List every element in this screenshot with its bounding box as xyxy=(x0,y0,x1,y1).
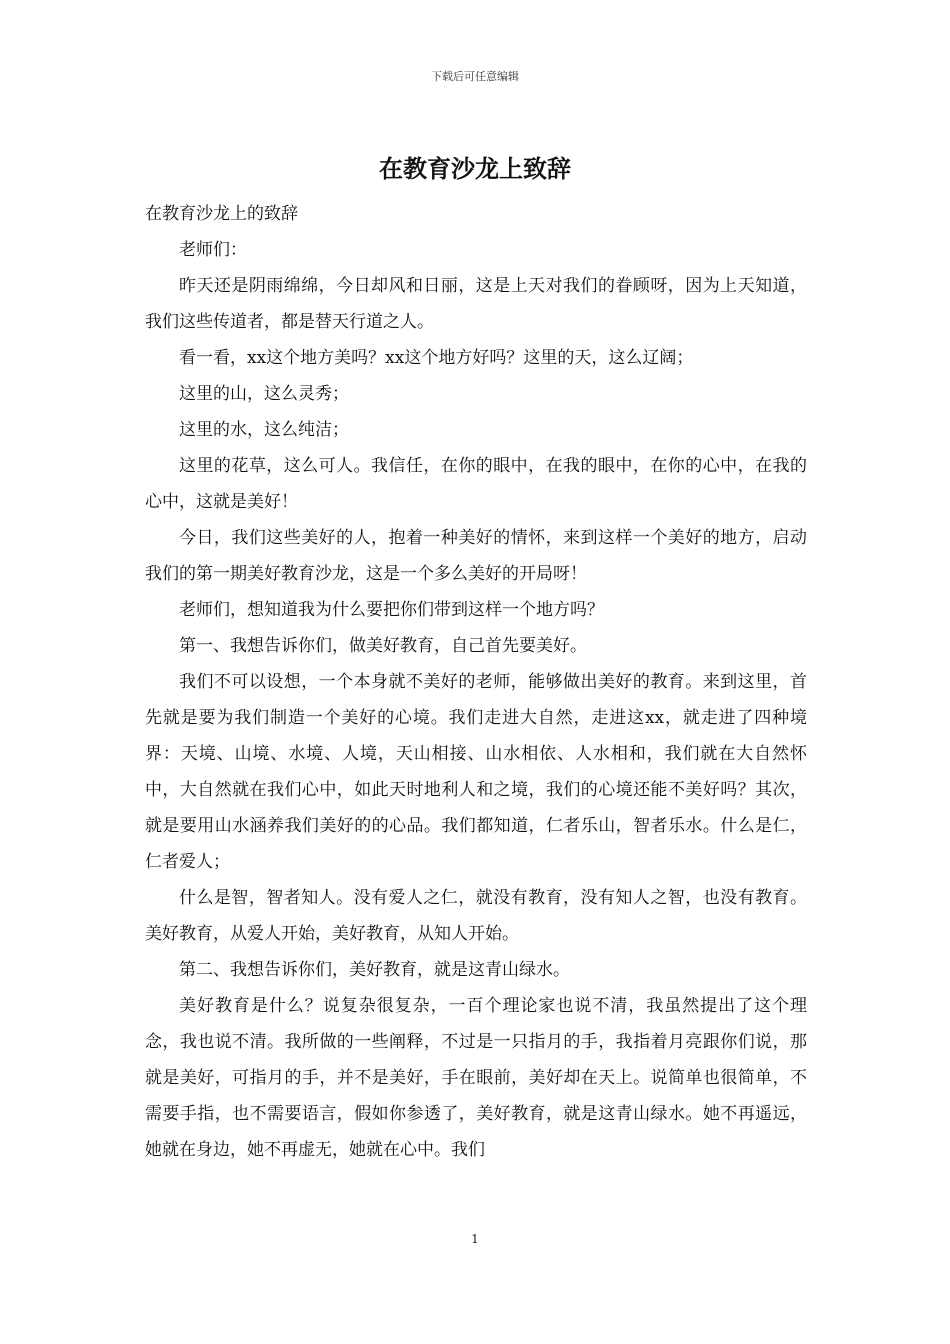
paragraph: 老师们： xyxy=(179,240,247,260)
document-subtitle: 在教育沙龙上的致辞 xyxy=(145,204,298,224)
document-title: 在教育沙龙上致辞 xyxy=(379,154,571,183)
paragraph: 美好教育是什么？说复杂很复杂，一百个理论家也说不清，我虽然提出了这个理念，我也说不清。我所做的一些阐释，不过是一只指月的手，我指着月亮跟你们说，那就是美好，可指月的手，并不是美好，手在眼前，美好却在天上。说简单也很简单，不需要手指，也不需要语言，假如你参透了，美好教育，就是这青山绿水。她不再遥远，她就在身边，她不再虚无，她就在心中。我们 xyxy=(145,996,807,1160)
paragraph: 今日，我们这些美好的人，抱着一种美好的情怀，来到这样一个美好的地方，启动我们的第一期美好教育沙龙，这是一个多么美好的开局呀！ xyxy=(145,528,807,584)
paragraph: 什么是智，智者知人。没有爱人之仁，就没有教育，没有知人之智，也没有教育。美好教育，从爱人开始，美好教育，从知人开始。 xyxy=(145,888,807,944)
paragraph: 这里的山，这么灵秀； xyxy=(179,384,349,404)
paragraph: 第一、我想告诉你们，做美好教育，自己首先要美好。 xyxy=(179,636,587,656)
paragraph: 第二、我想告诉你们，美好教育，就是这青山绿水。 xyxy=(179,960,570,980)
paragraph: 老师们，想知道我为什么要把你们带到这样一个地方吗？ xyxy=(179,600,604,620)
document-body xyxy=(145,196,807,1168)
paragraph: 这里的花草，这么可人。我信任，在你的眼中，在我的眼中，在你的心中，在我的心中，这就是美好！ xyxy=(145,456,807,512)
paragraph: 看一看，xx这个地方美吗？xx这个地方好吗？这里的天，这么辽阔； xyxy=(179,348,694,368)
paragraph: 这里的水，这么纯洁； xyxy=(179,420,349,440)
paragraph: 昨天还是阴雨绵绵，今日却风和日丽，这是上天对我们的眷顾呀，因为上天知道，我们这些传道者，都是替天行道之人。 xyxy=(145,276,807,332)
paragraph: 我们不可以设想，一个本身就不美好的老师，能够做出美好的教育。来到这里，首先就是要为我们制造一个美好的心境。我们走进大自然，走进这xx，就走进了四种境界：天境、山境、水境、人境，天山相接、山水相依、人水相和，我们就在大自然怀中，大自然就在我们心中，如此天时地利人和之境，我们的心境还能不美好吗？其次，就是要用山水涵养我们美好的的心品。我们都知道，仁者乐山，智者乐水。什么是仁，仁者爱人； xyxy=(145,672,807,872)
page-header-note: 下载后可任意编辑 xyxy=(431,70,519,83)
page-number: 1 xyxy=(471,1232,479,1246)
